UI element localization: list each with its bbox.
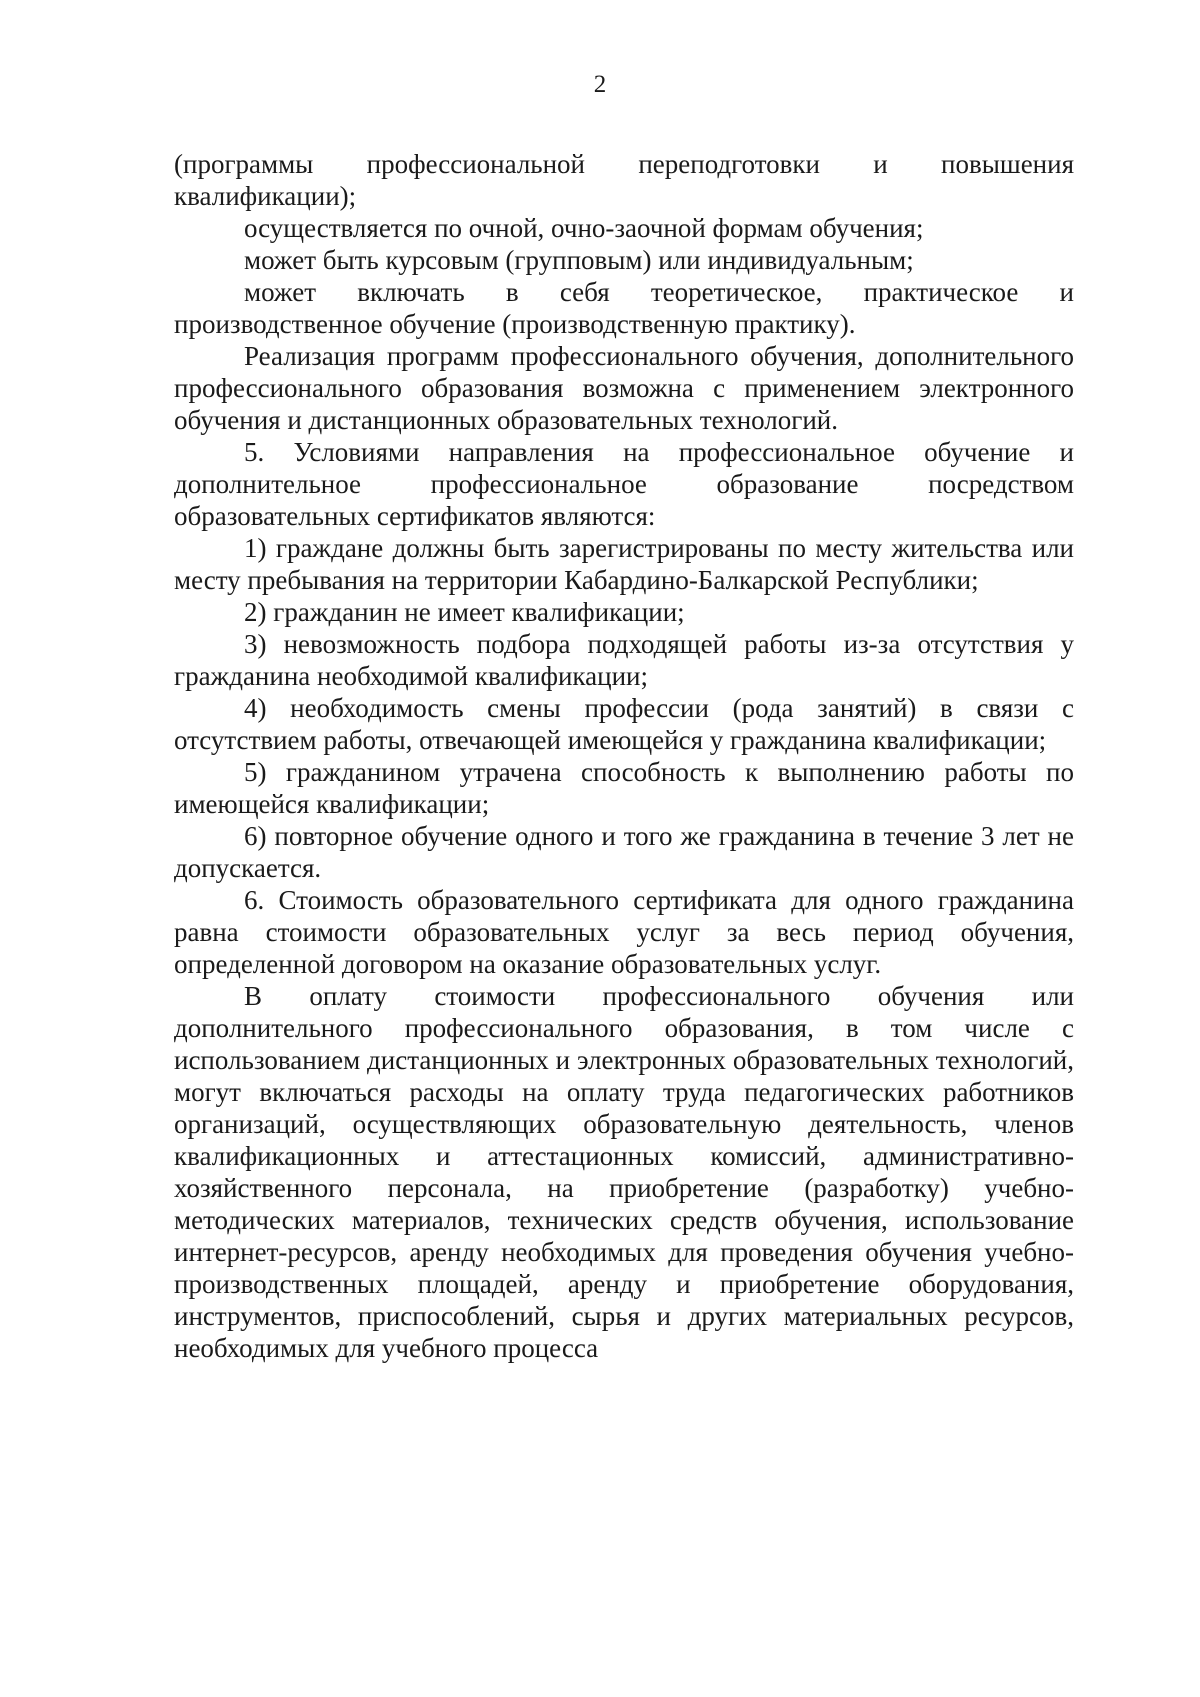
- list-item: 1) граждане должны быть зарегистрированы по месту жительства или месту пребывания на территории Кабардино-Балкарской Республики;: [174, 533, 1074, 595]
- document-body: [174, 148, 1074, 1364]
- list-item: 5) гражданином утрачена способность к выполнению работы по имеющейся квалификации;: [174, 757, 1074, 819]
- page-number: 2: [593, 71, 607, 98]
- paragraph: может включать в себя теоретическое, практическое и производственное обучение (производственную практику).: [174, 277, 1074, 339]
- paragraph: В оплату стоимости профессионального обучения или дополнительного профессионального образования, в том числе с использованием дистанционных и электронных образовательных технологий, могут включаться расходы на оплату труда педагогических работников организаций, осуществляющих образовательную деятельность, членов квалификационных и аттестационных комиссий, административно-хозяйственного персонала, на приобретение (разработку) учебно-методических материалов, технических средств обучения, использование интернет-ресурсов, аренду необходимых для проведения обучения учебно-производственных площадей, аренду и приобретение оборудования, инструментов, приспособлений, сырья и других материальных ресурсов, необходимых для учебного процесса: [174, 981, 1074, 1363]
- paragraph: 6. Стоимость образовательного сертификата для одного гражданина равна стоимости образовательных услуг за весь период обучения, определенной договором на оказание образовательных услуг.: [174, 885, 1074, 979]
- paragraph: осуществляется по очной, очно-заочной формам обучения;: [244, 213, 924, 243]
- list-item: 3) невозможность подбора подходящей работы из-за отсутствия у гражданина необходимой квалификации;: [174, 629, 1074, 691]
- list-item: 2) гражданин не имеет квалификации;: [244, 597, 685, 627]
- paragraph: может быть курсовым (групповым) или индивидуальным;: [244, 245, 914, 275]
- paragraph: (программы профессиональной переподготовки и повышения квалификации);: [174, 149, 1074, 211]
- paragraph: Реализация программ профессионального обучения, дополнительного профессионального образования возможна с применением электронного обучения и дистанционных образовательных технологий.: [174, 341, 1074, 435]
- paragraph: 5. Условиями направления на профессиональное обучение и дополнительное профессиональное образование посредством образовательных сертификатов являются:: [174, 437, 1074, 531]
- list-item: 4) необходимость смены профессии (рода занятий) в связи с отсутствием работы, отвечающей имеющейся у гражданина квалификации;: [174, 693, 1074, 755]
- list-item: 6) повторное обучение одного и того же гражданина в течение 3 лет не допускается.: [174, 821, 1074, 883]
